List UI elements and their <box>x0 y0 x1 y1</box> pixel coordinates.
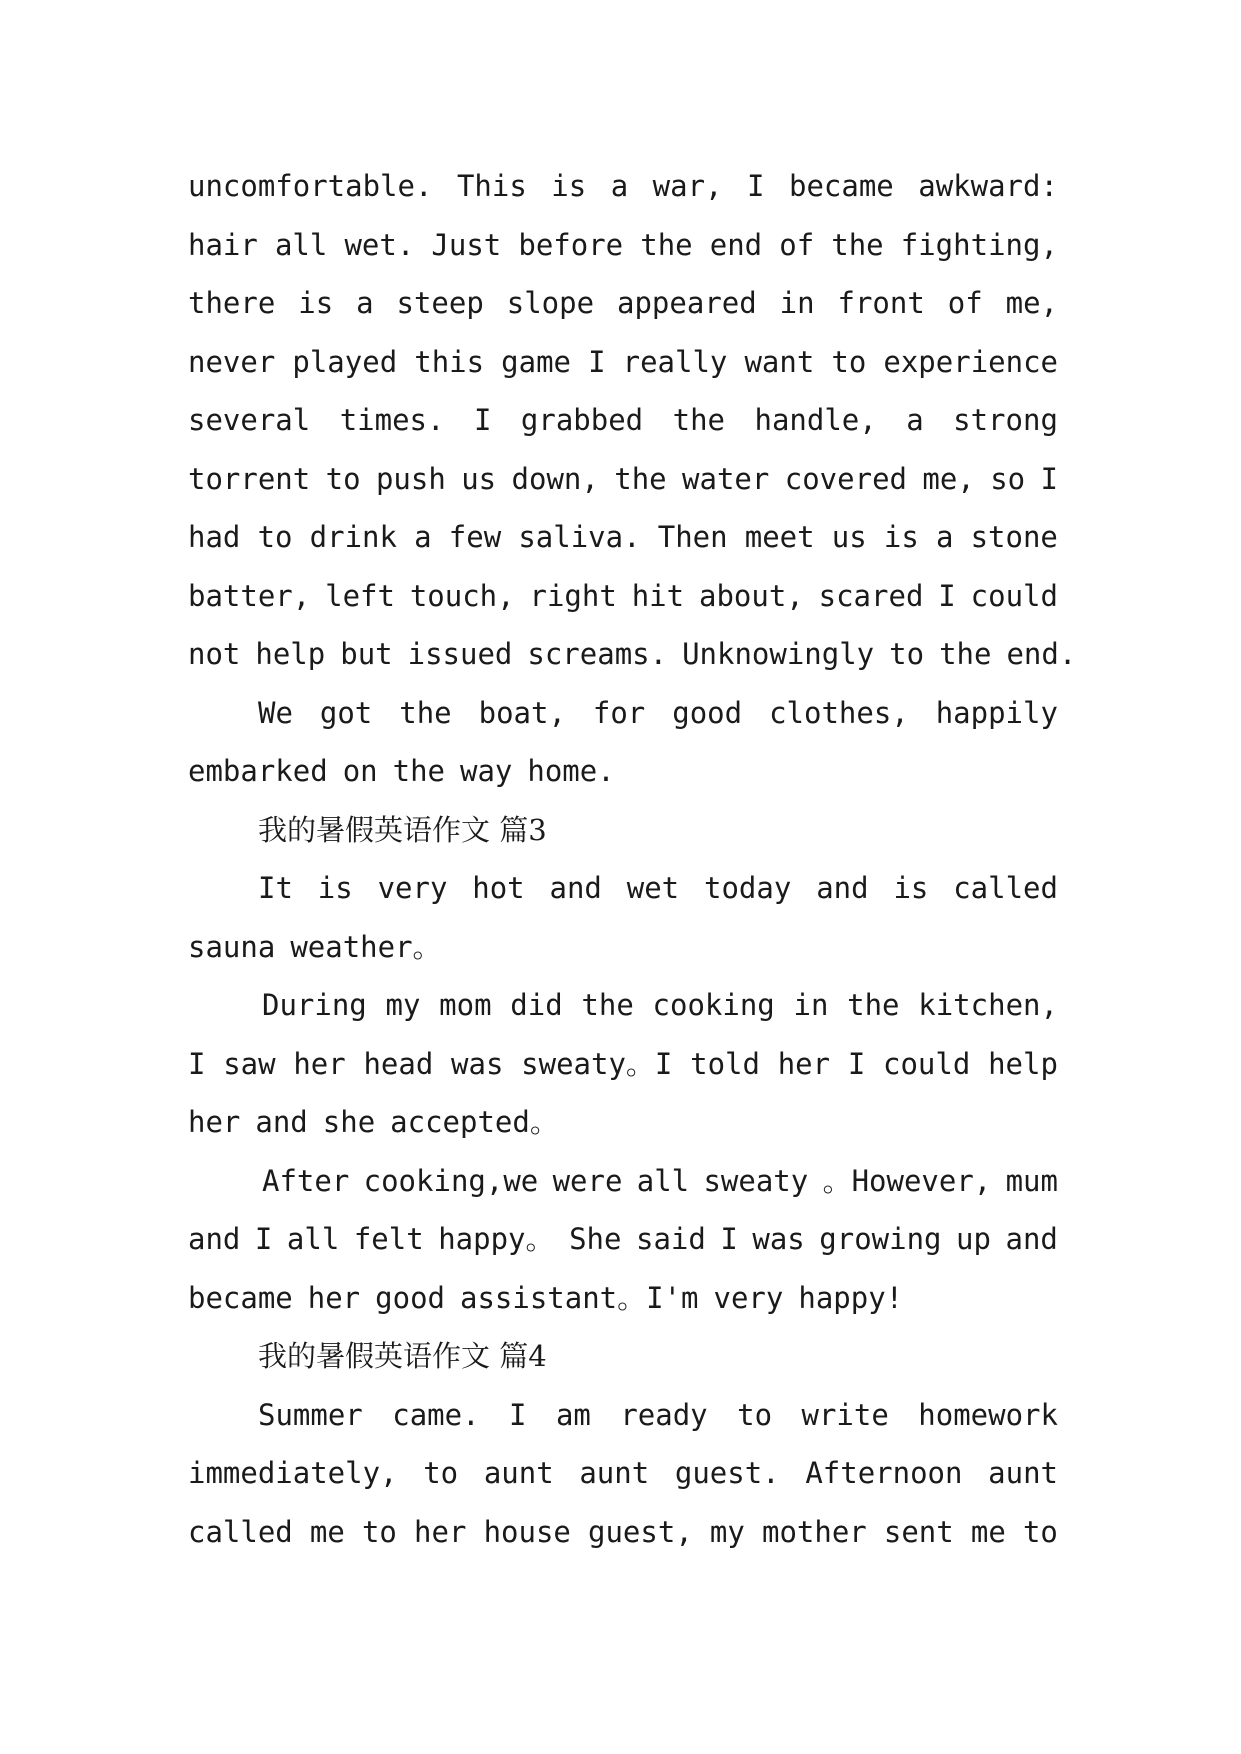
word: ready <box>620 1398 708 1432</box>
word: her <box>293 1047 346 1081</box>
word: were <box>552 1164 623 1198</box>
word: appeared <box>617 286 757 320</box>
word: boat, <box>478 696 566 730</box>
word: hit <box>631 579 685 613</box>
word: very <box>377 871 448 905</box>
text-line <box>188 753 1058 789</box>
word: the <box>672 403 725 437</box>
word: I <box>473 403 492 437</box>
word: experience <box>883 345 1058 379</box>
word: the <box>831 228 884 262</box>
word: there <box>188 286 276 320</box>
word: She <box>569 1222 622 1256</box>
word: about, <box>698 579 804 613</box>
word: really <box>622 345 728 379</box>
word: called <box>188 1515 293 1549</box>
word: I <box>588 345 606 379</box>
word: all <box>636 1164 690 1198</box>
text-line <box>188 1104 1058 1140</box>
word: accepted。 <box>390 1105 559 1139</box>
word: could <box>970 579 1058 613</box>
word: game <box>501 345 571 379</box>
word: push <box>375 462 446 496</box>
word: fighting, <box>900 228 1058 262</box>
word: guest, <box>588 1515 693 1549</box>
word: I <box>509 1398 527 1432</box>
word: end <box>709 228 763 262</box>
word: said <box>635 1222 706 1256</box>
word: wet. <box>344 228 415 262</box>
word: good <box>375 1281 445 1315</box>
word: touch, <box>409 579 515 613</box>
word: clothes, <box>769 696 909 730</box>
word: of <box>947 286 983 320</box>
word: my <box>709 1515 745 1549</box>
word: This <box>456 169 527 203</box>
word: me, <box>1005 286 1058 320</box>
word: Then <box>657 520 728 554</box>
word: a <box>906 403 924 437</box>
word: on <box>342 754 378 788</box>
word: kitchen, <box>918 988 1058 1022</box>
word: was <box>752 1222 805 1256</box>
word: down, <box>511 462 599 496</box>
word: in <box>779 286 815 320</box>
word: her <box>307 1281 361 1315</box>
word: for <box>592 696 646 730</box>
word: her <box>414 1515 467 1549</box>
word: and <box>188 1222 241 1256</box>
word: wet <box>626 871 680 905</box>
word: never <box>188 345 276 379</box>
word: awkward: <box>918 169 1058 203</box>
text-line <box>188 1280 1058 1316</box>
word: could <box>883 1047 971 1081</box>
word: she <box>322 1105 376 1139</box>
text-line <box>188 519 1058 555</box>
word: cooking,we <box>363 1164 539 1198</box>
word: saw <box>223 1047 276 1081</box>
text-line <box>188 402 1058 438</box>
word: hair <box>188 228 258 262</box>
word: grabbed <box>520 403 644 437</box>
word: me <box>970 1515 1006 1549</box>
text-line <box>188 1221 1058 1257</box>
word: us <box>831 520 867 554</box>
word: After <box>262 1164 350 1198</box>
word: is <box>298 286 334 320</box>
word: to <box>831 345 867 379</box>
word: cooking <box>652 988 775 1022</box>
word: home. <box>527 754 615 788</box>
word: help <box>255 637 326 671</box>
word: head <box>363 1047 434 1081</box>
word: a <box>356 286 374 320</box>
word: homework <box>918 1398 1058 1432</box>
word: very <box>713 1281 784 1315</box>
word: before <box>518 228 624 262</box>
word: the <box>392 754 445 788</box>
word: not <box>188 637 241 671</box>
word: assistant。I'm <box>460 1281 699 1315</box>
word: and <box>1005 1222 1058 1256</box>
word: happy! <box>798 1281 904 1315</box>
word: several <box>188 403 311 437</box>
word: torrent <box>188 462 311 496</box>
word: happily <box>935 696 1058 730</box>
word: sweaty。I <box>521 1047 673 1081</box>
word: came. <box>392 1398 480 1432</box>
word: me <box>309 1515 345 1549</box>
word: issued <box>407 637 513 671</box>
word: to <box>1022 1515 1058 1549</box>
word: uncomfortable. <box>188 169 433 203</box>
word: weather。 <box>290 930 442 964</box>
word: the <box>614 462 667 496</box>
word: During <box>262 988 367 1022</box>
word: strong <box>953 403 1058 437</box>
word: handle, <box>754 403 877 437</box>
word: screams. <box>527 637 668 671</box>
word: write <box>801 1398 889 1432</box>
word: right <box>529 579 617 613</box>
word: did <box>510 988 563 1022</box>
word: meet <box>744 520 815 554</box>
word: way <box>460 754 513 788</box>
word: to <box>423 1456 459 1490</box>
word: was <box>451 1047 504 1081</box>
word: became <box>788 169 894 203</box>
word: to <box>361 1515 397 1549</box>
word: I <box>847 1047 866 1081</box>
word: Just <box>431 228 502 262</box>
section-heading: 我的暑假英语作文 篇3 <box>258 813 547 847</box>
word: 。However, <box>822 1164 992 1198</box>
word: so <box>990 462 1026 496</box>
text-line <box>188 578 1058 614</box>
word: my <box>385 988 421 1022</box>
word: aunt <box>579 1456 650 1490</box>
word: but <box>340 637 393 671</box>
word: called <box>953 871 1058 905</box>
word: of <box>779 228 815 262</box>
word: to <box>257 520 293 554</box>
word: house <box>483 1515 571 1549</box>
text-line <box>188 227 1058 263</box>
word: front <box>837 286 925 320</box>
word: aunt <box>988 1456 1058 1490</box>
word: a <box>610 169 629 203</box>
word: Summer <box>258 1398 363 1432</box>
word: help <box>988 1047 1058 1081</box>
word: her <box>188 1105 241 1139</box>
word: the <box>399 696 452 730</box>
text-line <box>188 1514 1058 1550</box>
word: steep <box>396 286 484 320</box>
word: war, <box>652 169 723 203</box>
word: I <box>747 169 765 203</box>
word: It <box>258 871 293 905</box>
word: I <box>938 579 956 613</box>
word: aunt <box>483 1456 554 1490</box>
word: mum <box>1005 1164 1058 1198</box>
word: I <box>188 1047 206 1081</box>
word: us <box>461 462 497 496</box>
word: We <box>258 696 293 730</box>
word: I <box>254 1222 273 1256</box>
word: got <box>319 696 373 730</box>
text-line <box>188 929 1058 965</box>
word: the <box>847 988 900 1022</box>
text-line <box>188 285 1058 321</box>
word: mom <box>439 988 492 1022</box>
word: growing <box>819 1222 942 1256</box>
word: to <box>889 637 925 671</box>
text-line <box>188 344 1058 380</box>
word: felt <box>353 1222 424 1256</box>
text-line <box>188 636 1077 672</box>
word: Afternoon <box>805 1456 963 1490</box>
word: up <box>956 1222 991 1256</box>
word: water <box>682 462 770 496</box>
word: few <box>448 520 502 554</box>
word: want <box>744 345 815 379</box>
word: a <box>414 520 432 554</box>
word: drink <box>309 520 397 554</box>
word: to <box>737 1398 773 1432</box>
word: sauna <box>188 930 276 964</box>
word: sweaty <box>703 1164 809 1198</box>
word: the <box>939 637 992 671</box>
word: I <box>720 1222 738 1256</box>
word: this <box>414 345 485 379</box>
word: stone <box>970 520 1058 554</box>
word: happy。 <box>438 1222 555 1256</box>
word: times. <box>339 403 445 437</box>
word: had <box>188 520 241 554</box>
text-line <box>188 461 1058 497</box>
word: hot <box>472 871 525 905</box>
word: I <box>1040 462 1058 496</box>
word: to <box>325 462 361 496</box>
section-heading: 我的暑假英语作文 篇4 <box>258 1339 547 1373</box>
text-line <box>258 870 1058 906</box>
word: sent <box>883 1515 954 1549</box>
word: batter, <box>188 579 311 613</box>
word: is <box>317 871 353 905</box>
text-line <box>262 987 1058 1023</box>
word: is <box>883 520 919 554</box>
word: saliva. <box>518 520 641 554</box>
word: the <box>581 988 634 1022</box>
word: a <box>935 520 954 554</box>
text-line <box>188 168 1058 204</box>
word: good <box>672 696 743 730</box>
text-line <box>188 1455 1058 1491</box>
word: the <box>640 228 693 262</box>
word: Unknowingly <box>682 637 875 671</box>
word: slope <box>506 286 595 320</box>
word: all <box>274 228 328 262</box>
word: is <box>551 169 587 203</box>
text-line <box>262 1163 1058 1199</box>
word: immediately, <box>188 1456 398 1490</box>
text-line <box>188 1046 1058 1082</box>
word: became <box>188 1281 293 1315</box>
word: in <box>793 988 829 1022</box>
word: her <box>777 1047 831 1081</box>
word: am <box>555 1398 591 1432</box>
text-line <box>258 1397 1058 1433</box>
word: and <box>816 871 869 905</box>
word: told <box>690 1047 760 1081</box>
word: today <box>704 871 792 905</box>
word: guest. <box>674 1456 780 1490</box>
word: embarked <box>188 754 328 788</box>
word: end. <box>1006 637 1077 671</box>
word: all <box>286 1222 340 1256</box>
word: scared <box>818 579 924 613</box>
word: mother <box>761 1515 867 1549</box>
word: left <box>325 579 395 613</box>
word: and <box>549 871 602 905</box>
word: played <box>292 345 398 379</box>
word: is <box>893 871 929 905</box>
word: and <box>255 1105 308 1139</box>
word: me, <box>922 462 975 496</box>
word: covered <box>784 462 907 496</box>
text-line <box>258 695 1058 731</box>
